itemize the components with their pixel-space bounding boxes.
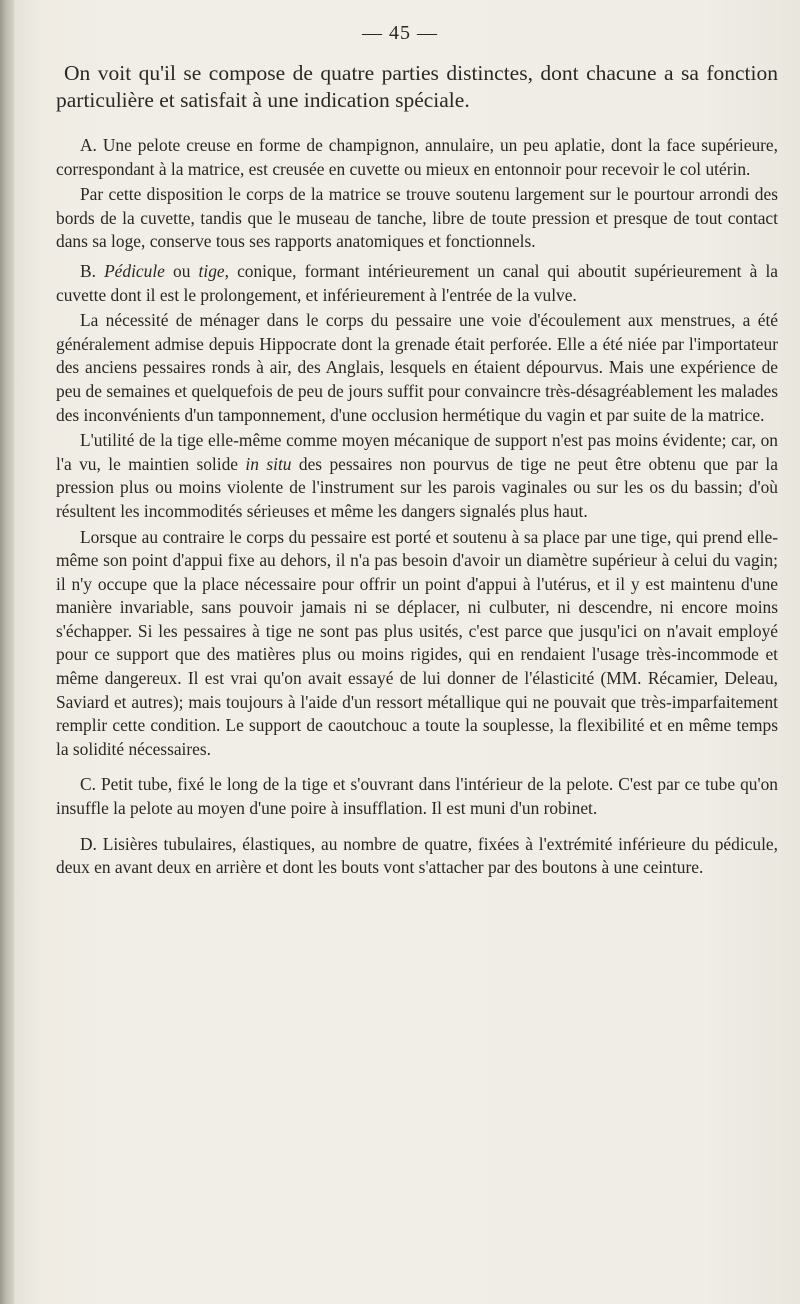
section-a-paragraph-1: A. Une pelote creuse en forme de champignon, annulaire, un peu aplatie, dont la face supérieure, correspondant à la matrice, est creusée en cuvette ou mieux en entonnoir pour recevoir le col utérin.: [56, 135, 778, 179]
section-a-paragraph-2: Par cette disposition le corps de la matrice se trouve soutenu largement sur le pourtour arrondi des bords de la cuvette, tandis que le museau de tanche, libre de toute pression et presque de tout contact dans sa loge, conserve tous ses rapports anatomiques et fonctionnels.: [56, 184, 778, 252]
intro-paragraph: On voit qu'il se compose de quatre parties distinctes, dont chacune a sa fonction particulière et satisfait à une indication spéciale.: [56, 61, 778, 112]
section-b3-italic: in situ: [245, 453, 292, 474]
section-b-term-tige: tige: [198, 260, 225, 281]
section-b3-start: L'utilité de la tige elle-même comme moyen mécanique de support n'est pas moins évidente; car, on l'a vu, le maintien solide: [56, 430, 778, 474]
section-b-term-pedicule: Pédicule: [104, 260, 165, 281]
book-binding-edge: [0, 0, 14, 1304]
section-b-connector: ou: [164, 260, 199, 281]
section-b-paragraph-1: [56, 260, 778, 307]
section-b-paragraph-3: [56, 429, 778, 523]
section-b-rest: , conique, formant intérieurement un canal qui aboutit supérieurement à la cuvette dont il est le prolongement, et inférieurement à l'entrée de la vulve.: [56, 260, 778, 305]
page-body: [56, 60, 778, 882]
section-b-lead: B.: [80, 260, 105, 281]
section-b-paragraph-2: La nécessité de ménager dans le corps du pessaire une voie d'écoulement aux menstrues, a été généralement admise depuis Hippocrate dont la grenade était perforée. Elle a été niée par l'importateur des anciens pessaires ronds à air, des Anglais, lesquels en étaient dépourvus. Mais une expérience de peu de semaines et quelquefois de peu de jours suffit pour convaincre très-désagréablement les malades des inconvénients d'un tamponnement, d'une occlusion hermétique du vagin et par suite de la matrice.: [56, 310, 778, 425]
section-b3-end: des pessaires non pourvus de tige ne peut être obtenu que par la pression plus ou moins violente de l'instrument sur les parois vaginales ou sur les os du bassin; d'où résultent les incommodités sérieuses et même les dangers signalés plus haut.: [56, 453, 778, 521]
section-d-paragraph: D. Lisières tubulaires, élastiques, au nombre de quatre, fixées à l'extrémité inférieure du pédicule, deux en avant deux en arrière et dont les bouts vont s'attacher par des boutons à une ceinture.: [56, 833, 778, 878]
page-number: — 45 —: [362, 22, 438, 44]
section-b-paragraph-4: Lorsque au contraire le corps du pessaire est porté et soutenu à sa place par une tige, qui prend elle-même son point d'appui fixe au dehors, il n'a pas besoin d'avoir un diamètre supérieur à celui du vagin; il n'y occupe que la place nécessaire pour offrir un point d'appui à l'utérus, et il y est maintenu d'une manière invariable, sans pouvoir jamais ni se déplacer, ni culbuter, ni descendre, ni encore moins s'échapper. Si les pessaires à tige ne sont pas plus usités, c'est parce que jusqu'ici on n'avait employé pour ce support que des matières plus ou moins rigides, qui en rendaient l'usage très-incommode et même dangereux. Il est vrai qu'on avait essayé de lui donner de l'élasticité (MM. Récamier, Deleau, Saviard et autres); mais toujours à l'aide d'un ressort métallique qui ne pouvait que très-imparfaitement remplir cette condition. Le support de caoutchouc a toute la souplesse, la flexibilité et en même temps la solidité nécessaires.: [56, 526, 778, 759]
section-c-paragraph: C. Petit tube, fixé le long de la tige et s'ouvrant dans l'intérieur de la pelote. C'est par ce tube qu'on insuffle la pelote au moyen d'une poire à insufflation. Il est muni d'un robinet.: [56, 774, 778, 819]
